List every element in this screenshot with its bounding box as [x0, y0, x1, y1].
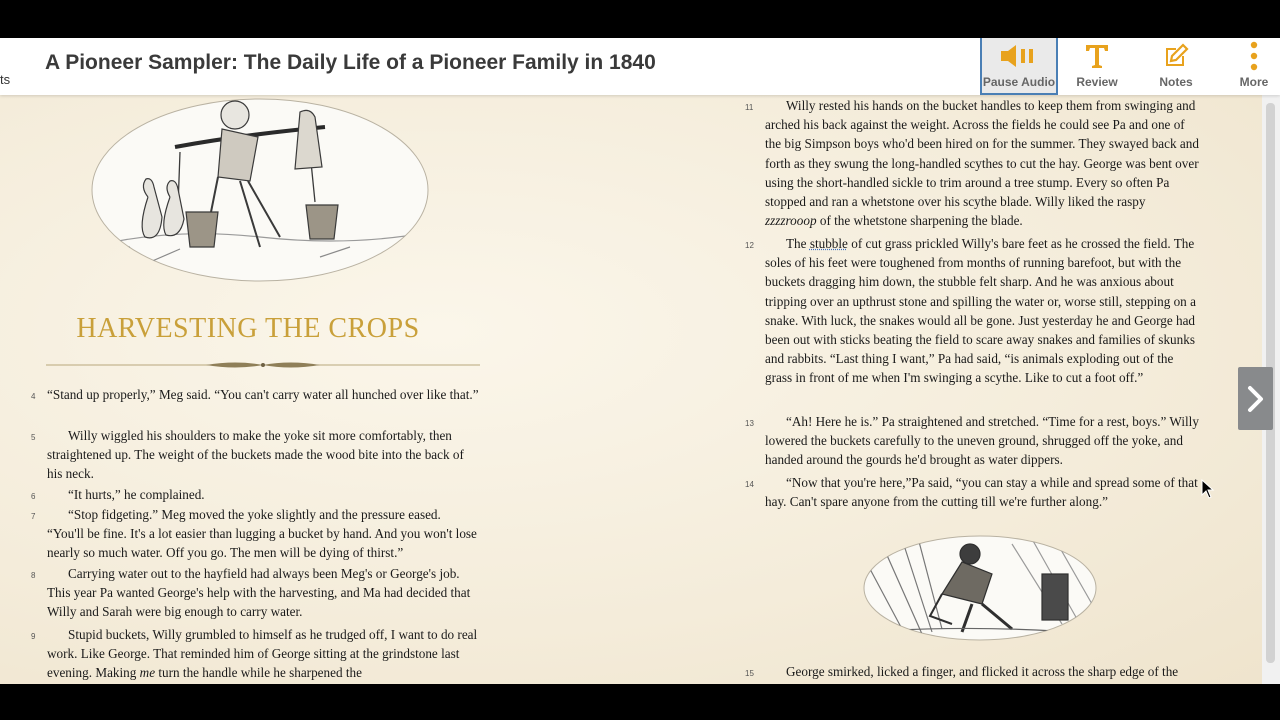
vocab-word-stubble[interactable]: stubble: [809, 236, 848, 251]
book-title: A Pioneer Sampler: The Daily Life of a Pioneer Family in 1840: [45, 51, 656, 74]
paragraph-12: [745, 234, 1200, 388]
pause-audio-button[interactable]: [980, 38, 1058, 95]
paragraph-text: “It hurts,” he complained.: [68, 487, 205, 502]
paragraph-5: [31, 426, 479, 484]
boy-carrying-buckets-illustration: [90, 97, 430, 288]
paragraph-number: 8: [31, 571, 36, 580]
paragraph-number: 15: [745, 669, 754, 678]
book-page-spread: [0, 95, 1262, 684]
paragraph-text: “Stand up properly,” Meg said. “You can't carry water all hunched over like that.”: [47, 387, 479, 402]
paragraph-number: 12: [745, 241, 754, 250]
paragraph-number: 6: [31, 492, 36, 501]
top-toolbar: [0, 38, 1280, 95]
paragraph-number: 7: [31, 512, 36, 521]
paragraph-7: [31, 505, 479, 563]
boy-spreading-hay-illustration: [862, 534, 1098, 647]
chapter-title: HARVESTING THE CROPS: [76, 313, 420, 344]
paragraph-text: The stubble of cut grass prickled Willy's bare feet as he crossed the field. The soles of his feet were toughened from months of running barefoot, but with the buckets dragging him down, the stubble felt sharp. And he was anxious about tripping over an upthrust stone and spilling the water or, worse still, stepping on a snake. With luck, the snakes would all be gone. Just yesterday he and George had been out with sticks beating the field to scare away snakes and families of skunks and rabbits. “Last thing I want,” Pa had said, “is animals exploding out of the grass in front of me when I'm swinging a scythe. Like to cut a foot off.”: [765, 236, 1196, 386]
paragraph-text: “Now that you're here,”Pa said, “you can stay a while and spread some of that hay. Can't spare anyone from the cutting till we're further along.”: [765, 475, 1198, 510]
text-T-icon: [1058, 42, 1136, 70]
paragraph-text: “Stop fidgeting.” Meg moved the yoke slightly and the pressure eased. “You'll be fine. It's a lot easier than lugging a bucket by hand. And you won't lose nearly so much water. Off you go. The men will be dying of thirst.”: [47, 507, 477, 561]
paragraph-text: Willy rested his hands on the bucket handles to keep them from swinging and arched his back against the weight. Across the fields he could see Pa and one of the big Simpson boys who'd been hired on for the summer. They swayed back and forth as they swung the long-handled scythes to cut the hay. George was bent over using the short-handled sickle to trim around a tree stump. Every so often Pa stopped and ran a whetstone over his scythe blade. Willy liked the raspy zzzzrooop of the whetstone sharpening the blade.: [765, 98, 1199, 229]
paragraph-number: 5: [31, 433, 36, 442]
paragraph-text: George smirked, licked a finger, and flicked it across the sharp edge of the: [786, 664, 1179, 679]
paragraph-number: 4: [31, 392, 36, 401]
review-button[interactable]: [1058, 38, 1136, 95]
paragraph-number: 9: [31, 632, 36, 641]
back-link-stub[interactable]: ts: [0, 72, 11, 87]
chapter-divider-ornament: [46, 358, 480, 377]
speaker-icon: [982, 42, 1056, 70]
paragraph-text: Carrying water out to the hayfield had always been Meg's or George's job. This year Pa wanted George's help with the harvesting, and Ma had decided that Willy and Sarah were big enough to carry water.: [47, 566, 471, 620]
paragraph-text: Willy wiggled his shoulders to make the yoke sit more comfortably, then straightened up. The weight of the buckets made the wood bite into the back of his neck.: [47, 428, 464, 482]
paragraph-6: [31, 485, 479, 504]
paragraph-number: 14: [745, 480, 754, 489]
paragraph-9: [31, 625, 479, 683]
paragraph-number: 11: [745, 103, 754, 112]
paragraph-number: 13: [745, 419, 754, 428]
edit-note-icon: [1137, 42, 1215, 70]
paragraph-13: [745, 412, 1200, 470]
paragraph-4: [31, 385, 479, 404]
paragraph-15: [745, 662, 1200, 681]
chevron-right-icon: [1246, 385, 1266, 413]
paragraph-14: [745, 473, 1200, 511]
next-page-button[interactable]: [1238, 367, 1273, 430]
more-label: More: [1239, 75, 1269, 89]
paragraph-11: [745, 96, 1200, 230]
mouse-pointer-icon: [1201, 479, 1215, 504]
paragraph-text: Stupid buckets, Willy grumbled to himself as he trudged off, I want to do real work. Like George. That reminded him of George sitting at the grindstone last evening. Making me turn the handle while he sharpened the: [47, 627, 478, 681]
paragraph-8: [31, 564, 479, 622]
paragraph-text: “Ah! Here he is.” Pa straightened and stretched. “Time for a rest, boys.” Willy lowered the buckets carefully to the uneven ground, shrugged off the yoke, and handed around the gourds he'd brought as water dippers.: [765, 414, 1199, 468]
review-label: Review: [1076, 75, 1118, 89]
reader-screen: [0, 38, 1280, 684]
more-button[interactable]: [1215, 38, 1280, 95]
more-vertical-icon: [1215, 42, 1280, 70]
notes-button[interactable]: [1137, 38, 1215, 95]
pause-audio-label: Pause Audio: [982, 75, 1056, 89]
notes-label: Notes: [1159, 75, 1193, 89]
